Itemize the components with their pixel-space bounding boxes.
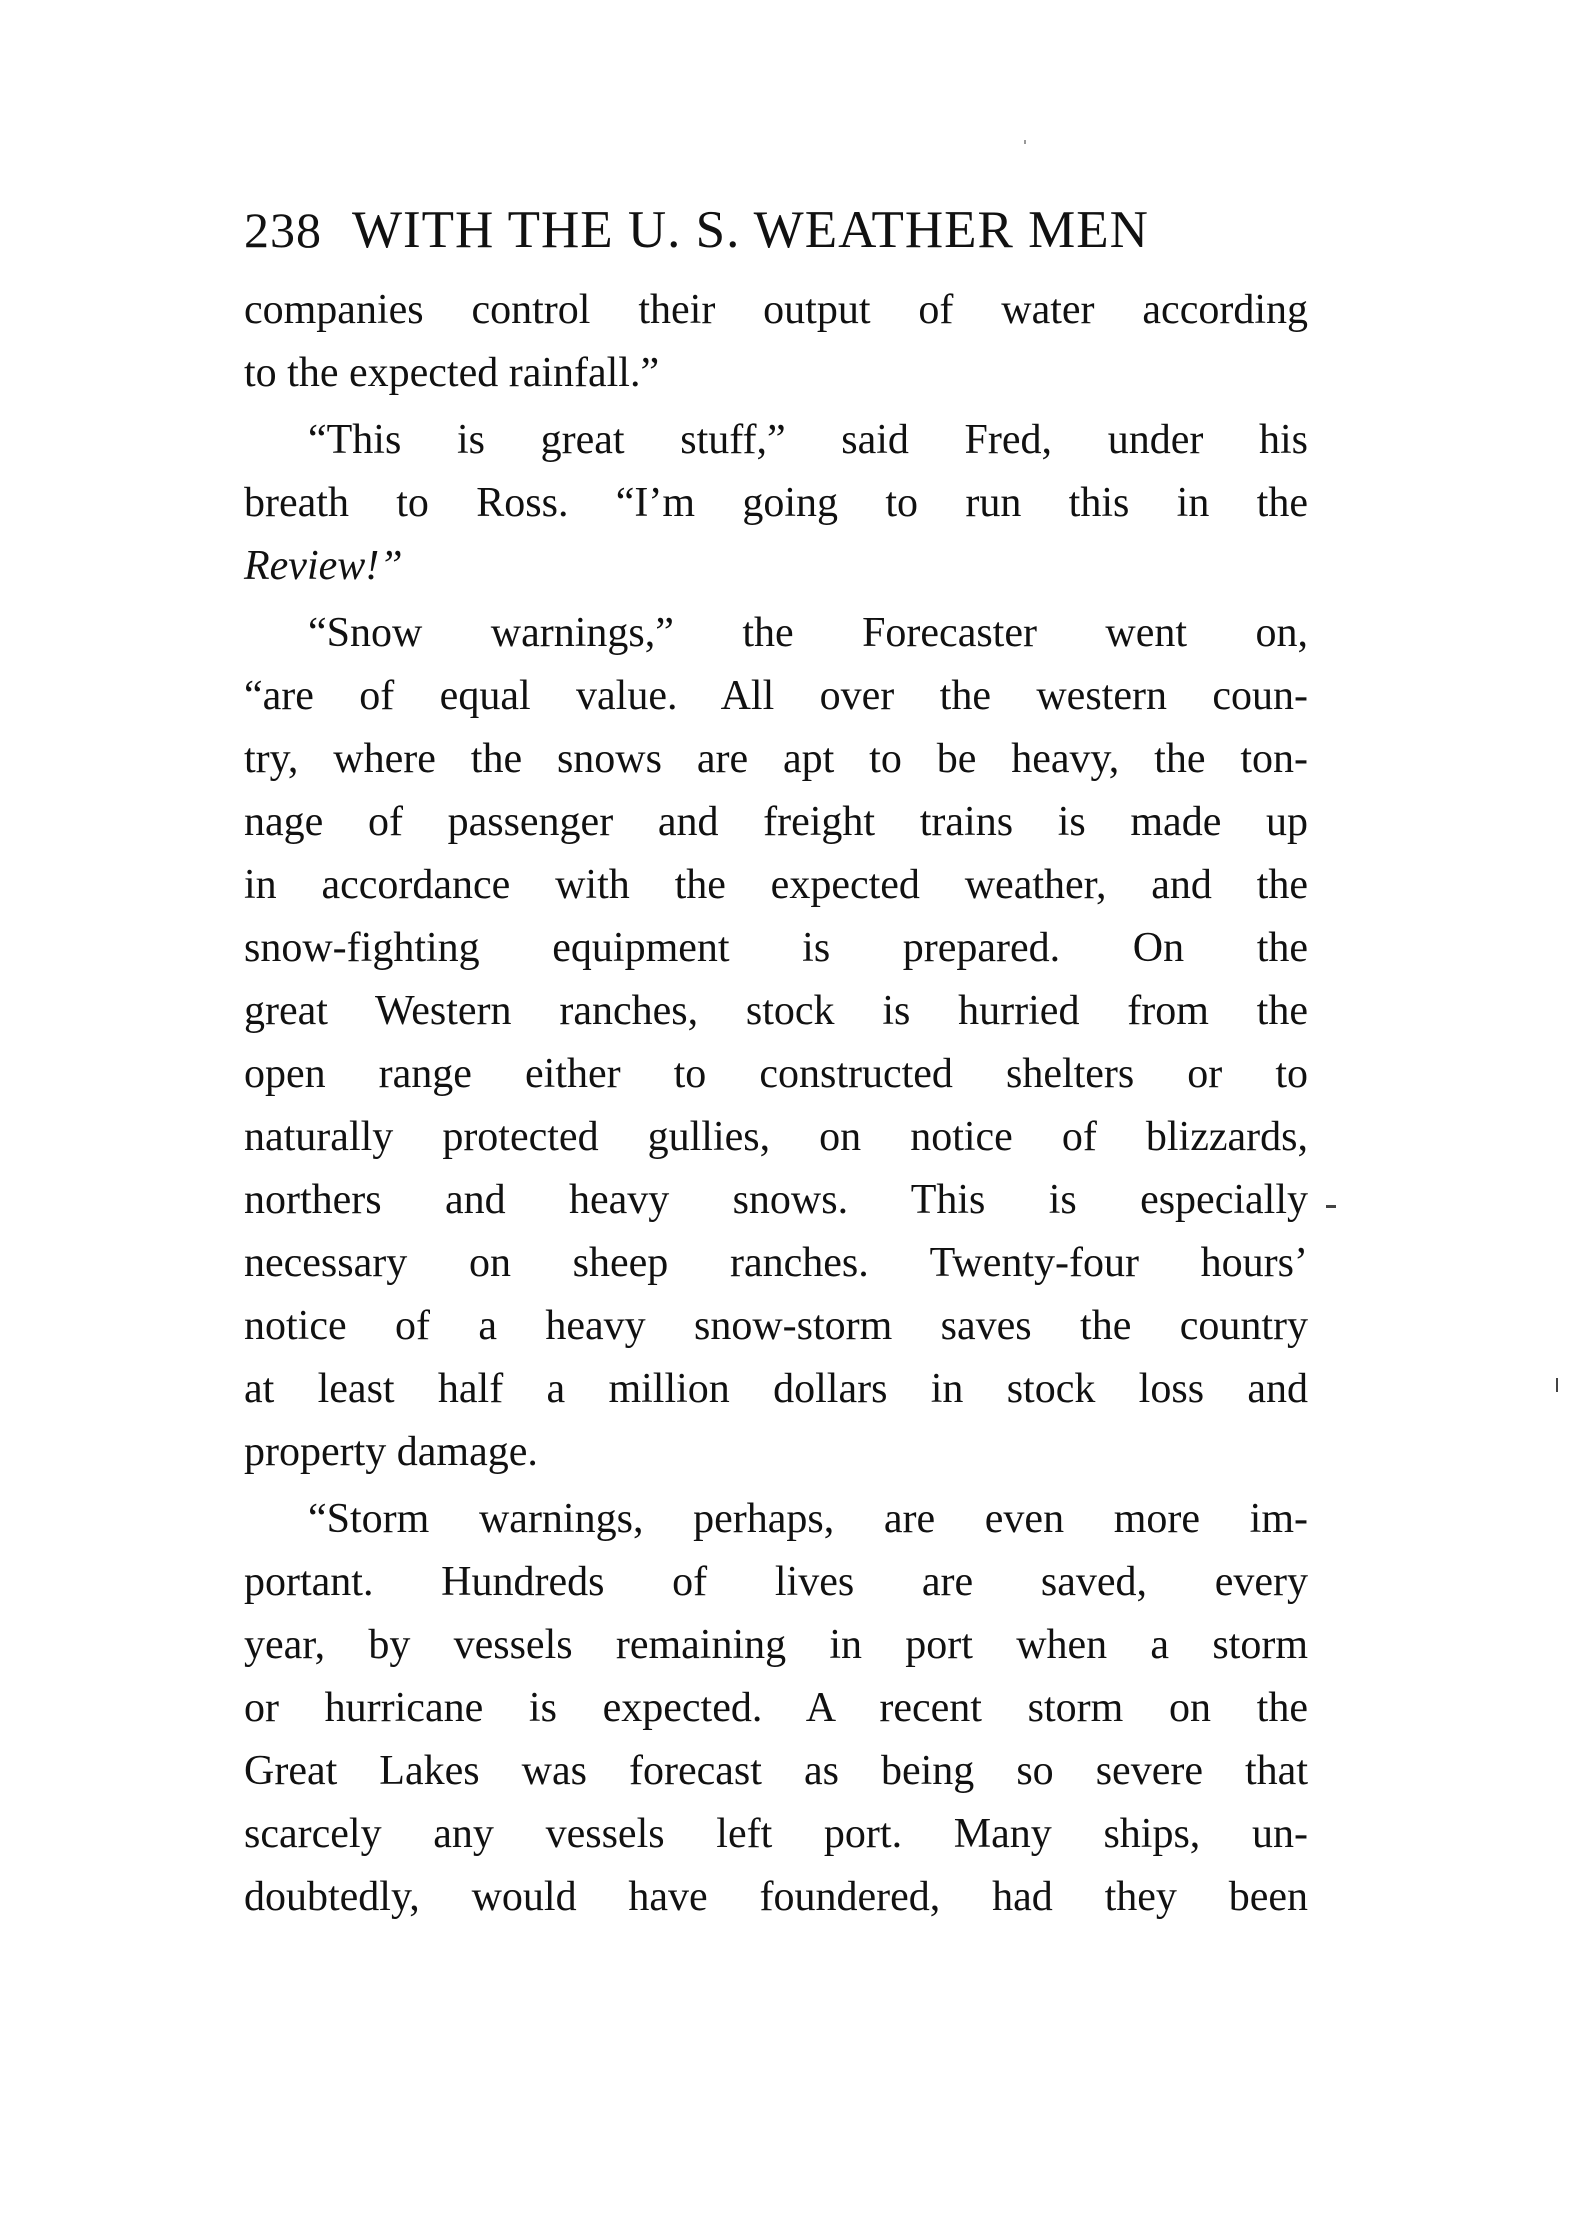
text-line: at least half a million dollars in stock loss and: [244, 1366, 1308, 1412]
text-line: open range either to constructed shelters or to: [244, 1051, 1308, 1097]
page-number: 238: [244, 202, 322, 258]
text-line: scarcely any vessels left port. Many ships, un-: [244, 1811, 1308, 1857]
text-line: breath to Ross. “I’m going to run this in the: [244, 480, 1308, 526]
text-line: try, where the snows are apt to be heavy, the ton-: [244, 736, 1308, 782]
text-line: necessary on sheep ranches. Twenty-four hours’: [244, 1240, 1308, 1286]
text-line: Great Lakes was forecast as being so severe that: [244, 1748, 1308, 1794]
text-line: companies control their output of water according: [244, 287, 1308, 333]
scan-speck: [1326, 1205, 1336, 1208]
text-line: property damage.: [244, 1429, 538, 1475]
text-line: year, by vessels remaining in port when a storm: [244, 1622, 1308, 1668]
running-title: WITH THE U. S. WEATHER MEN: [352, 201, 1149, 259]
text-line: naturally protected gullies, on notice of blizzards,: [244, 1114, 1308, 1160]
text-line: great Western ranches, stock is hurried from the: [244, 988, 1308, 1034]
text-line: to the expected rainfall.”: [244, 350, 660, 396]
text-line: or hurricane is expected. A recent storm on the: [244, 1685, 1308, 1731]
text-line: doubtedly, would have foundered, had they been: [244, 1874, 1308, 1920]
text-line: “This is great stuff,” said Fred, under his: [308, 417, 1308, 463]
scan-speck: [1556, 1378, 1558, 1392]
text-line: Review!”: [244, 543, 403, 589]
running-head: [244, 190, 1308, 270]
scan-speck: [1024, 140, 1026, 144]
text-line: “Snow warnings,” the Forecaster went on,: [308, 610, 1308, 656]
text-line: “are of equal value. All over the western coun-: [244, 673, 1308, 719]
text-line: portant. Hundreds of lives are saved, every: [244, 1559, 1308, 1605]
text-line: notice of a heavy snow-storm saves the country: [244, 1303, 1308, 1349]
body-text: [244, 279, 1308, 1929]
text-line: snow-fighting equipment is prepared. On the: [244, 925, 1308, 971]
text-line: northers and heavy snows. This is especially: [244, 1177, 1308, 1223]
text-line: in accordance with the expected weather, and the: [244, 862, 1308, 908]
text-line: nage of passenger and freight trains is made up: [244, 799, 1308, 845]
text-line: “Storm warnings, perhaps, are even more im-: [308, 1496, 1308, 1542]
